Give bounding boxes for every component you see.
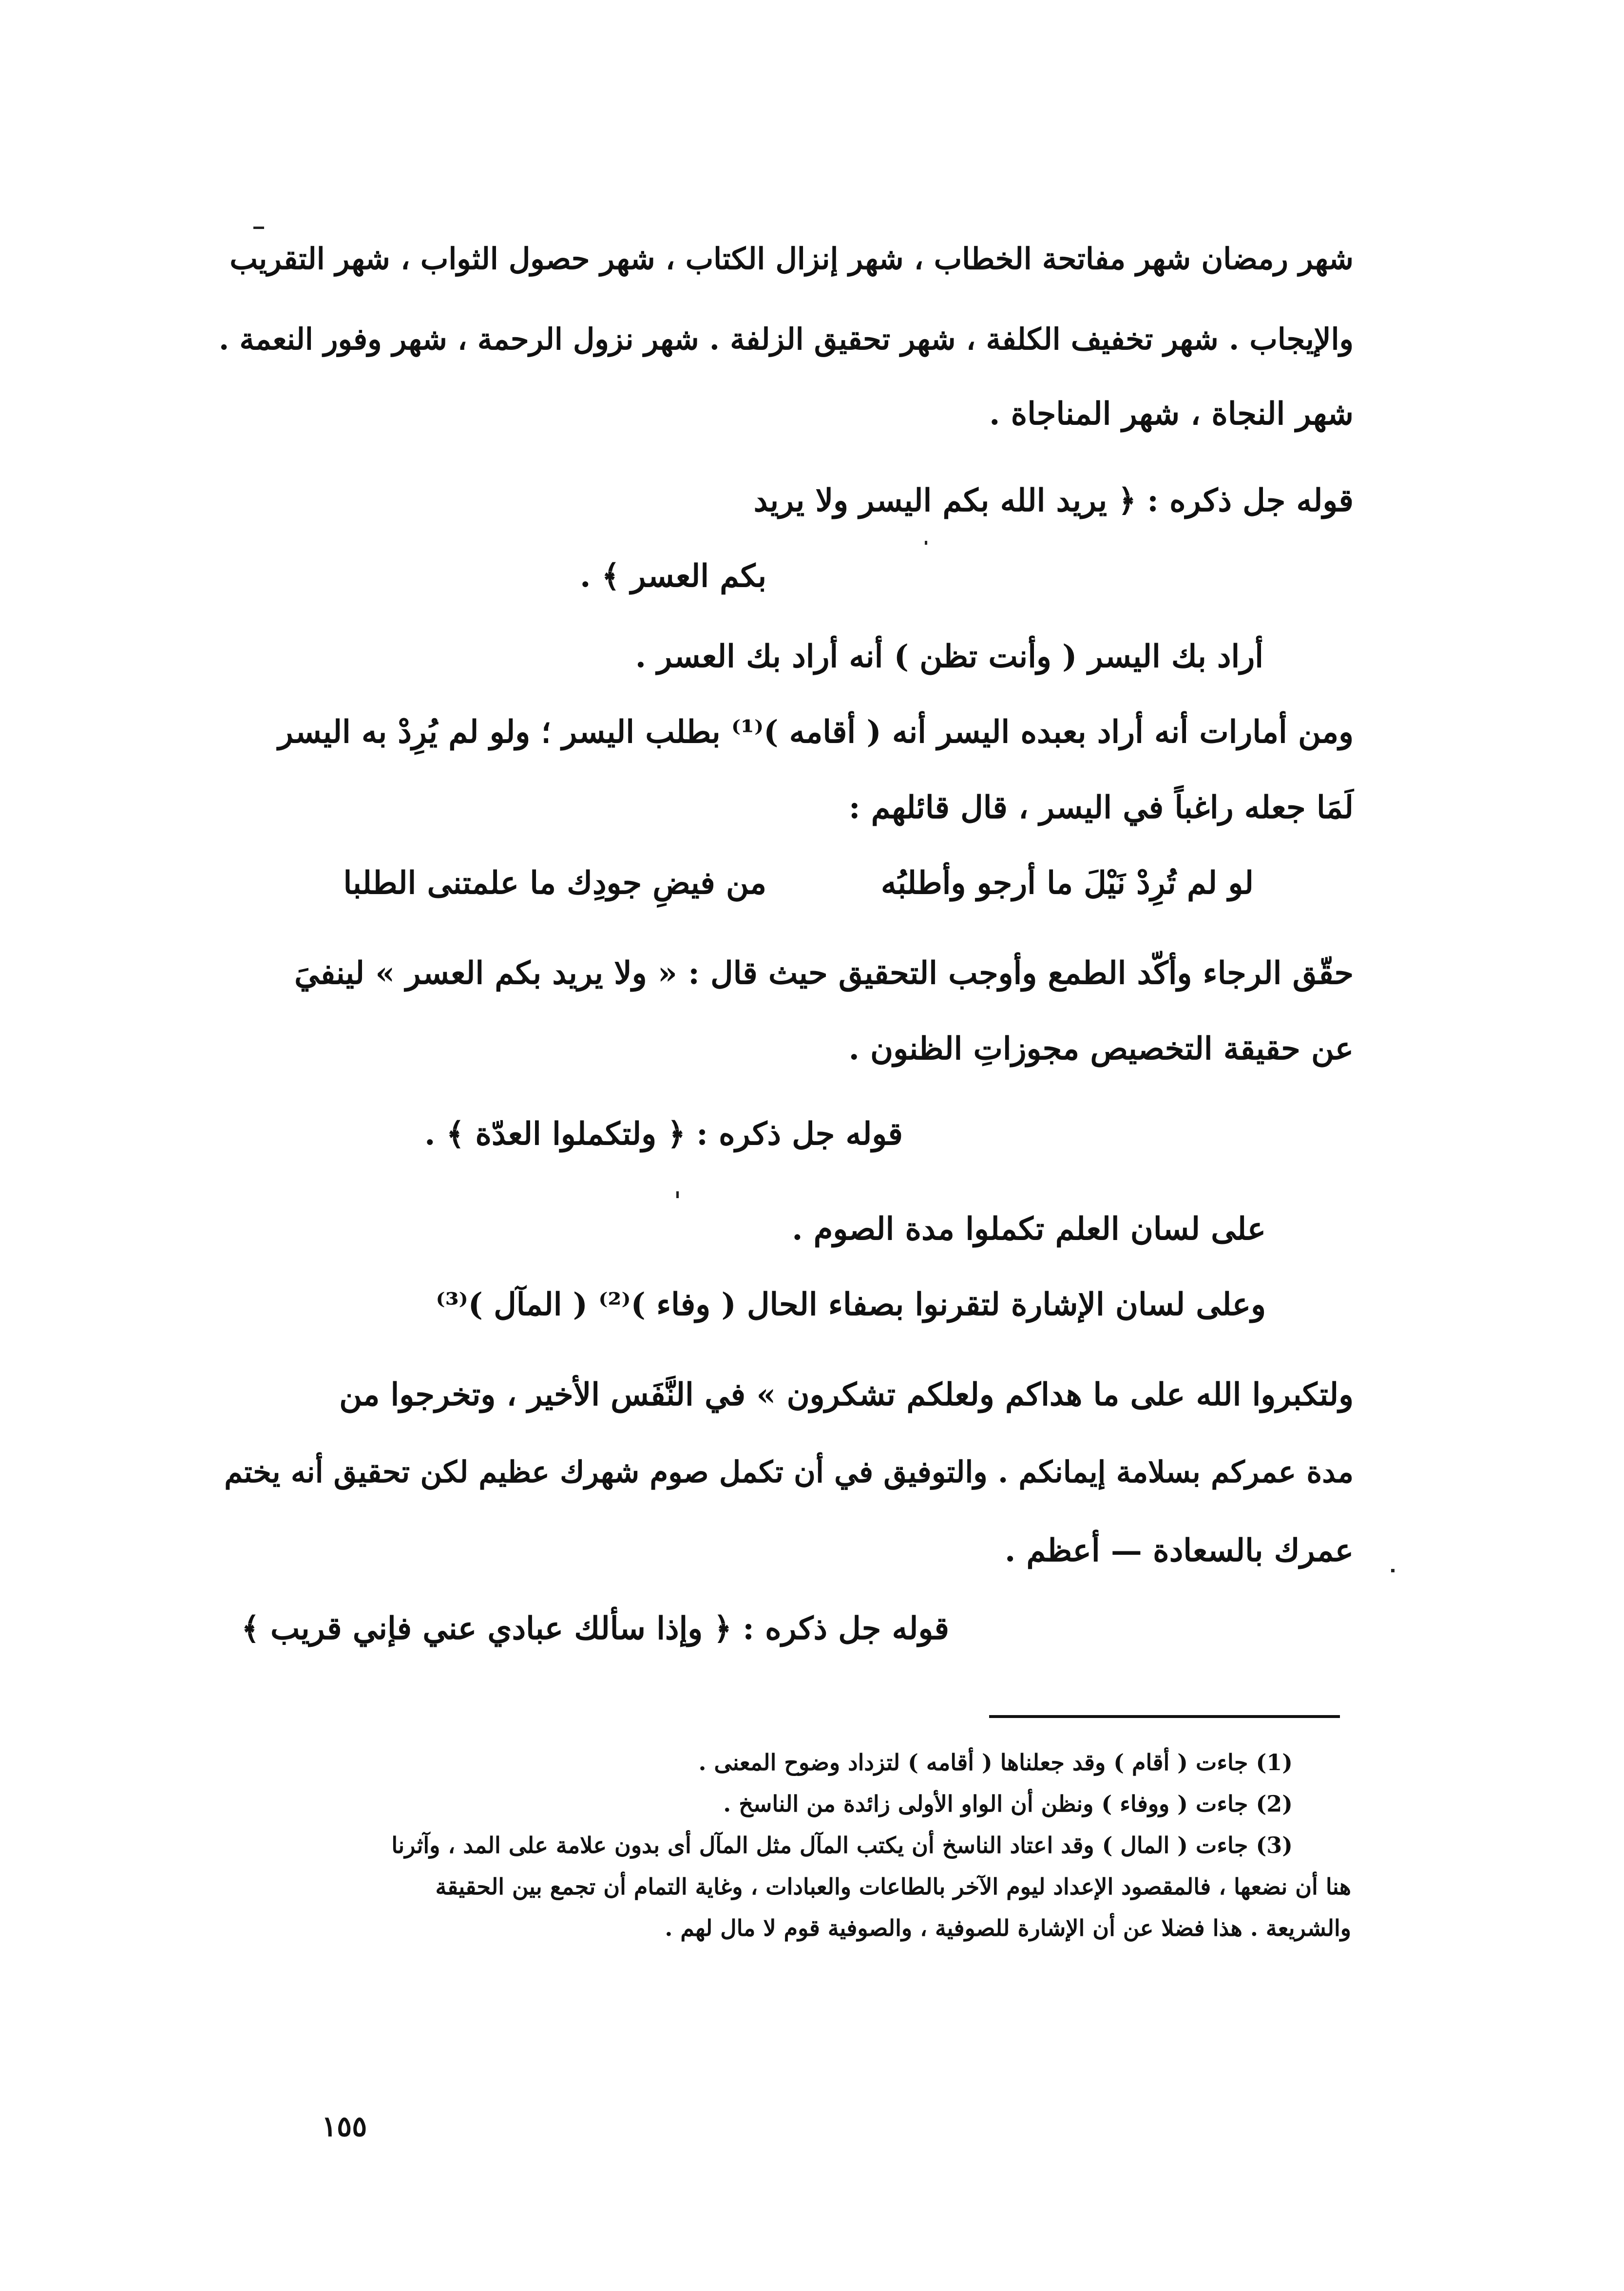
paragraph-4-line-1: حقّق الرجاء وأكّد الطمع وأوجب التحقيق حيث قال : « ولا يريد بكم العسر » لينفيَ <box>294 955 1354 992</box>
paragraph-2: أراد بك اليسر ( وأنت تظن ) أنه أراد بك العسر . <box>635 638 1263 675</box>
verse-2: قوله جل ذكره : ﴿ ولتكملوا العدّة ﴾ . <box>424 1116 903 1152</box>
verse-3: قوله جل ذكره : ﴿ وإذا سألك عبادي عني فإني قريب ﴾ <box>241 1610 949 1647</box>
footnote-separator <box>989 1715 1340 1718</box>
paragraph-7-line-1: ولتكبروا الله على ما هداكم ولعلكم تشكرون » في النَّفَس الأخير ، وتخرجوا من <box>339 1376 1354 1413</box>
footnote-3: (3) جاءت ( المال ) وقد اعتاد الناسخ أن يكتب المآل مثل المآل أى بدون علامة على المد ، وآثرنا <box>391 1832 1293 1858</box>
paragraph-5: على لسان العلم تكملوا مدة الصوم . <box>792 1211 1266 1247</box>
paragraph-1-line-3: شهر النجاة ، شهر المناجاة . <box>989 396 1354 432</box>
paragraph-3-line-2: لَمَا جعله راغباً في اليسر ، قال قائلهم : <box>848 789 1354 826</box>
footnote-3-cont-2: والشريعة . هذا فضلا عن أن الإشارة للصوفية ، والصوفية قوم لا مال لهم . <box>665 1915 1351 1941</box>
paragraph-4-line-2: عن حقيقة التخصيص مجوزاتِ الظنون . <box>848 1031 1354 1067</box>
footnote-2: (2) جاءت ( ووفاء ) ونظن أن الواو الأولى زائدة من الناسخ . <box>723 1791 1293 1817</box>
footnote-3-cont-1: هنا أن نضعها ، فالمقصود الإعداد ليوم الآخر بالطاعات والعبادات ، وغاية التمام أن تجمع بين الحقيقة <box>435 1873 1351 1900</box>
poem-hemistich-right: لو لم تُرِدْ نَيْلَ ما أرجو وأطلبُه <box>880 865 1254 901</box>
verse-1-line-2: بكم العسر ﴾ . <box>580 558 766 594</box>
scan-mark <box>1391 1569 1395 1572</box>
paragraph-6: وعلى لسان الإشارة لتقرنوا بصفاء الحال ( وفاء )⁽²⁾ ( المآل )⁽³⁾ <box>436 1286 1266 1323</box>
verse-1-line-1: قوله جل ذكره : ﴿ يريد الله بكم اليسر ولا يريد <box>753 482 1354 519</box>
scan-mark <box>925 541 927 545</box>
paragraph-7-line-2: مدة عمركم بسلامة إيمانكم . والتوفيق في أن تكمل صوم شهرك عظيم لكن تحقيق أنه يختم <box>224 1455 1354 1489</box>
paragraph-1-line-1: شهر رمضان شهر مفاتحة الخطاب ، شهر إنزال الكتاب ، شهر حصول الثواب ، شهر التقريب <box>229 242 1354 276</box>
footnote-1: (1) جاءت ( أقام ) وقد جعلناها ( أقامه ) لتزداد وضوح المعنى . <box>698 1749 1293 1776</box>
poem-hemistich-left: من فيضِ جودِك ما علمتنى الطلبا <box>343 865 766 901</box>
paragraph-1-line-2: والإيجاب . شهر تخفيف الكلفة ، شهر تحقيق الزلفة . شهر نزول الرحمة ، شهر وفور النعمة . <box>219 322 1354 357</box>
paragraph-7-line-3: عمرك بالسعادة — أعظم . <box>1004 1532 1354 1569</box>
paragraph-3-line-1: ومن أمارات أنه أراد بعبده اليسر أنه ( أقامه )⁽¹⁾ بطلب اليسر ؛ ولو لم يُرِدْ به اليسر <box>278 714 1354 750</box>
scan-mark <box>676 1191 679 1198</box>
page-number: ١٥٥ <box>322 2110 367 2143</box>
scan-mark <box>253 227 264 229</box>
